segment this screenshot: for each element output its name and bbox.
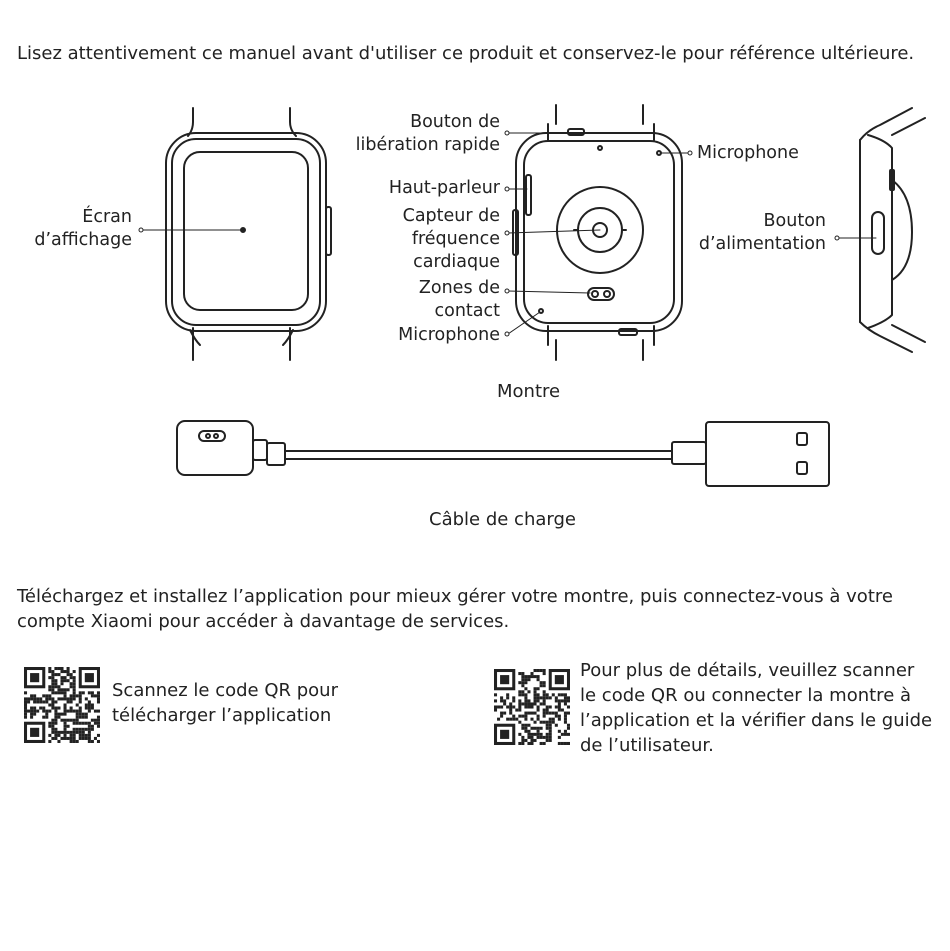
watch-front-view	[139, 108, 331, 360]
label-speaker: Haut-parleur	[388, 178, 500, 198]
qr-right-text: Pour plus de détails, veuillez scanner le code QR ou connecter la montre à l’application et la vérifier dans le guide de l’utilisateur.	[580, 660, 933, 756]
qr-code-icon	[494, 669, 570, 745]
label-microphone-top: Microphone	[697, 143, 799, 163]
charging-cable	[177, 421, 829, 486]
label-quick-release-button: Bouton de libération rapide	[355, 112, 500, 155]
label-heart-rate-sensor: Capteur de fréquence cardiaque	[402, 206, 500, 272]
download-instructions: Téléchargez et installez l’application pour mieux gérer votre montre, puis connectez-vous à votre compte Xiaomi pour accéder à davantage de services.	[17, 586, 893, 632]
label-contact-zones: Zones de contact	[418, 278, 500, 321]
watch-side-view	[835, 108, 925, 352]
label-microphone-bottom: Microphone	[398, 325, 500, 345]
watch-back-view	[505, 105, 692, 360]
intro-text: Lisez attentivement ce manuel avant d'utiliser ce produit et conservez-le pour référence ultérieure.	[17, 43, 915, 64]
label-screen: Écran d’affichage	[34, 207, 132, 250]
label-power-button: Bouton d’alimentation	[698, 211, 826, 254]
caption-watch: Montre	[497, 381, 561, 402]
caption-charging-cable: Câble de charge	[429, 509, 576, 530]
qr-left-text: Scannez le code QR pour télécharger l’application	[112, 680, 338, 726]
qr-code-icon	[24, 667, 100, 743]
